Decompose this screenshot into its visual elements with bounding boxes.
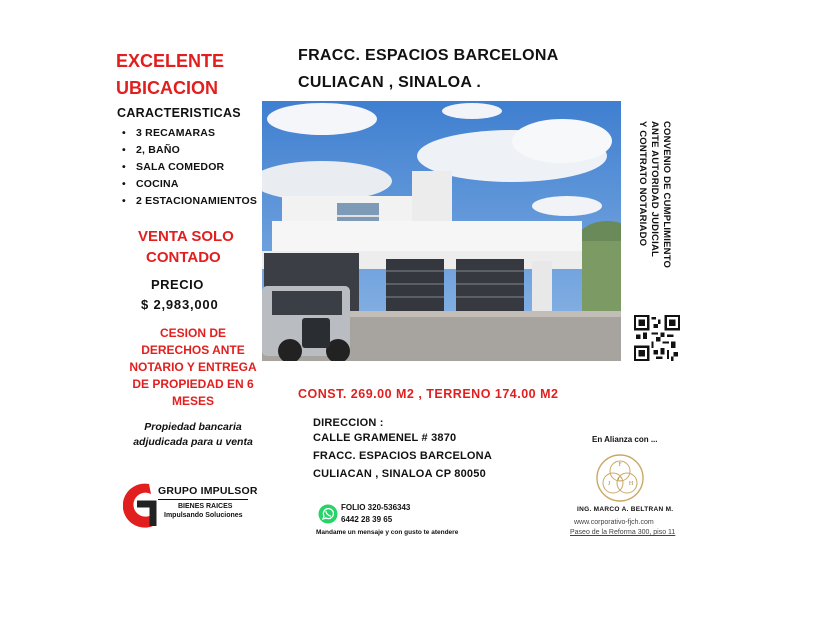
feature-item: • 2, BAÑO xyxy=(117,142,277,159)
agency-divider xyxy=(158,499,248,500)
feature-item: • COCINA xyxy=(117,176,277,193)
address-line3: CULIACAN , SINALOA CP 80050 xyxy=(313,468,486,480)
agency-sub2: Impulsando Soluciones xyxy=(164,512,243,519)
phone-number[interactable]: 6442 28 39 65 xyxy=(341,515,393,524)
cesion-text xyxy=(118,325,268,410)
vertical-note xyxy=(632,121,672,281)
cesion-line: CESION DE xyxy=(159,326,226,340)
vertical-line: Y CONTRATO NOTARIADO xyxy=(637,121,648,247)
fjch-logo-icon xyxy=(594,452,646,504)
cesion-line: NOTARIO Y ENTREGA xyxy=(129,360,257,374)
message-note: Mandame un mensaje y con gusto te atendere xyxy=(316,529,459,536)
svg-text:J: J xyxy=(607,481,611,487)
address-block xyxy=(313,416,492,481)
address-line2: FRACC. ESPACIOS BARCELONA xyxy=(313,450,492,462)
address-label: DIRECCION : xyxy=(313,417,384,429)
features-list xyxy=(117,125,277,210)
bancaria-line: adjudicada para u venta xyxy=(133,436,253,448)
cesion-line: DE PROPIEDAD EN 6 xyxy=(132,377,254,391)
cesion-line: DERECHOS ANTE xyxy=(141,343,245,357)
alliance-address[interactable]: Paseo de la Reforma 300, piso 11 xyxy=(570,529,676,536)
vertical-line: ANTE AUTORIDAD JUDICIAL xyxy=(649,121,660,258)
precio-value: $ 2,983,000 xyxy=(141,297,219,312)
feature-item: • 2 ESTACIONAMIENTOS xyxy=(117,193,277,210)
cesion-line: MESES xyxy=(171,394,214,408)
folio-text: FOLIO 320-536343 xyxy=(341,503,411,512)
agency-name: GRUPO IMPULSOR xyxy=(158,485,258,497)
venta-line2: CONTADO xyxy=(146,249,221,266)
headline-excelente: EXCELENTE xyxy=(116,51,225,71)
alliance-web[interactable]: www.corporativo-fjch.com xyxy=(574,519,654,526)
feature-item: • 3 RECAMARAS xyxy=(117,125,277,142)
feature-item: • SALA COMEDOR xyxy=(117,159,277,176)
measures-text: CONST. 269.00 M2 , TERRENO 174.00 M2 xyxy=(298,387,559,401)
alliance-ing: ING. MARCO A. BELTRAN M. xyxy=(577,506,674,513)
alliance-label: En Alianza con ... xyxy=(592,435,658,444)
qr-code-icon[interactable] xyxy=(634,315,680,361)
features-title: CARACTERISTICAS xyxy=(117,106,241,120)
agency-sub1: BIENES RAICES xyxy=(178,503,233,510)
bancaria-text xyxy=(118,420,268,450)
header-line1: FRACC. ESPACIOS BARCELONA xyxy=(298,47,559,64)
headline-ubicacion: UBICACION xyxy=(116,78,218,98)
bancaria-line: Propiedad bancaria xyxy=(144,421,242,433)
svg-text:F: F xyxy=(618,462,622,468)
house-photo xyxy=(262,101,621,361)
address-line1: CALLE GRAMENEL # 3870 xyxy=(313,432,457,444)
precio-label: PRECIO xyxy=(151,277,204,292)
header-line2: CULIACAN , SINALOA . xyxy=(298,74,482,91)
svg-text:H: H xyxy=(628,481,634,487)
whatsapp-icon[interactable] xyxy=(318,504,338,524)
vertical-line: CONVENIO DE CUMPLIMIENTO xyxy=(661,121,672,269)
venta-line1: VENTA SOLO xyxy=(138,228,234,245)
svg-text:C: C xyxy=(617,477,623,483)
